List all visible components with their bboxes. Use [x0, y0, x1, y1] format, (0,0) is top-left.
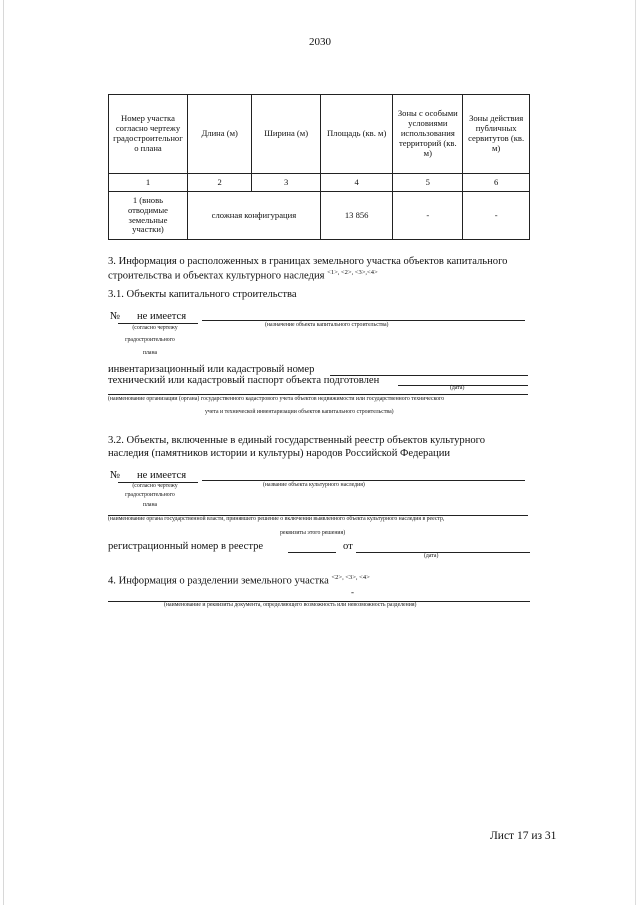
cell-dimensions: сложная конфигурация	[187, 192, 320, 240]
hint-per-drawing-2: (согласно чертежу	[132, 483, 178, 489]
registry-date-line	[356, 552, 530, 553]
cell-servitudes: -	[463, 192, 530, 240]
hint-object-purpose: (назначение объекта капитального строительства)	[265, 322, 389, 328]
hint-plan-2: плана	[142, 502, 158, 508]
section-3-title-line1: 3. Информация о расположенных в границах земельного участка объектов капитального	[108, 256, 508, 267]
table-number-row	[109, 174, 530, 192]
plot-parameters-table	[108, 94, 530, 240]
passport-label: технический или кадастровый паспорт объекта подготовлен	[108, 375, 380, 386]
header-special-zones: Зоны с особыми условиями использования территорий (кв. м)	[393, 95, 463, 174]
column-number: 1	[109, 174, 188, 192]
hint-plan: плана	[142, 350, 158, 356]
organization-line	[108, 394, 528, 395]
section-4-footnote-refs: <2>, <3>, <4>	[331, 574, 370, 581]
section-4-title: 4. Информация о разделении земельного участка $^{<2>, <3>, <4>}$	[108, 574, 370, 587]
number-sign-2: №	[110, 470, 121, 481]
hint-date-2: (дата)	[424, 553, 439, 559]
header-length: Длина (м)	[187, 95, 251, 174]
cell-area: 13 856	[320, 192, 392, 240]
section-3-2-title: 3.2. Объекты, включенные в единый государственный реестр объектов культурного наследия (памятников истории и культуры) народов Российской Федерации	[108, 435, 486, 459]
scan-right-edge	[635, 0, 636, 905]
registry-number-line	[288, 552, 336, 553]
division-mark: -	[351, 587, 354, 597]
column-number: 3	[252, 174, 321, 192]
heritage-objects-none: не имеется	[137, 470, 187, 481]
inventory-number-label: инвентаризационный или кадастровый номер	[108, 364, 315, 375]
hint-organization: (наименование организации (органа) государственного кадастрового учета объектов недвижимости или государственного технического	[108, 396, 445, 402]
hint-date: (дата)	[450, 385, 465, 391]
column-number: 2	[187, 174, 251, 192]
header-width: Ширина (м)	[252, 95, 321, 174]
section-3-1-title: 3.1. Объекты капитального строительства	[108, 289, 297, 300]
number-underline	[118, 323, 198, 324]
scan-left-edge	[3, 0, 4, 905]
hint-heritage-name: (название объекта культурного наследия)	[263, 482, 365, 488]
cell-plot: 1 (вновь отводимые земельные участки)	[109, 192, 188, 240]
column-number: 4	[320, 174, 392, 192]
hint-urban-plan-2: градостроительного	[125, 492, 175, 498]
header-plot-number: Номер участка согласно чертежу градостроительног о плана	[109, 95, 188, 174]
page-number: 2030	[309, 36, 331, 48]
hint-organization-cont: учета и технической инвентаризации объектов капитального строительства)	[205, 409, 394, 415]
hint-urban-plan: градостроительного	[125, 337, 175, 343]
from-label: от	[343, 541, 353, 552]
object-name-line	[202, 320, 525, 321]
column-number: 5	[393, 174, 463, 192]
section-3-footnote-refs: <1>, <2>, <3>,<4>	[327, 268, 378, 276]
section-3-title	[108, 256, 538, 283]
table-header-row	[109, 95, 530, 174]
hint-authority: (наименование органа государственной власти, принявшего решение о включении выявленного объекта культурного наследия в реестр,	[108, 516, 445, 522]
header-servitudes: Зоны действия публичных сервитутов (кв. м)	[463, 95, 530, 174]
hint-per-drawing: (согласно чертежу	[132, 325, 178, 331]
hint-division-document: (наименование и реквизиты документа, определяющего возможность или невозможность разделения)	[164, 602, 417, 608]
column-number: 6	[463, 174, 530, 192]
capital-objects-none: не имеется	[137, 311, 187, 322]
registry-number-label: регистрационный номер в реестре	[108, 541, 264, 552]
heritage-name-line	[202, 480, 525, 481]
table-row	[109, 192, 530, 240]
cell-zones: -	[393, 192, 463, 240]
hint-decision-details: реквизиты этого решения)	[280, 530, 346, 536]
section-3-title-line2: строительства и объектах культурного наследия $^{<1>, <2>, <3>,<4>}$	[108, 268, 378, 282]
number-sign: №	[110, 311, 121, 322]
sheet-counter: Лист 17 из 31	[490, 830, 557, 842]
header-area: Площадь (кв. м)	[320, 95, 392, 174]
